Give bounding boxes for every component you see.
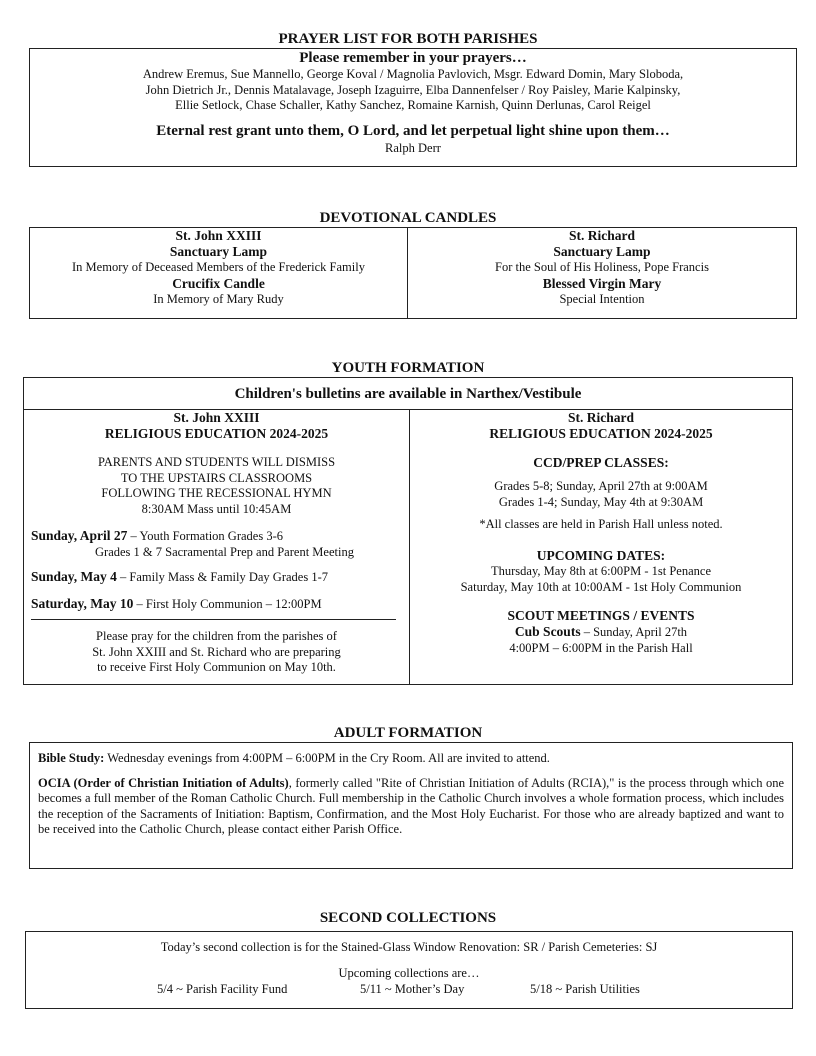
event-item [31, 569, 328, 586]
today-collection: Today’s second collection is for the Stained-Glass Window Renovation: SR / Parish Cemeteries: SJ [160, 940, 658, 954]
dismissal-notice [24, 455, 409, 517]
candles-left-item2-text: In Memory of Mary Rudy [153, 291, 284, 306]
pray-line: St. John XXIII and St. Richard who are preparing [92, 644, 341, 659]
upcoming-line: Thursday, May 8th at 6:00PM - 1st Penance [491, 564, 711, 578]
scout-date: – Sunday, April 27th [580, 625, 688, 639]
ccd-classes [410, 479, 792, 510]
ccd-heading: CCD/PREP CLASSES: [533, 455, 669, 470]
classes-note: *All classes are held in Parish Hall unless noted. [479, 517, 723, 531]
event-text: Grades 1 & 7 Sacramental Prep and Parent Meeting [95, 544, 354, 559]
adult-box [29, 742, 793, 869]
candles-left-item1: Sanctuary Lamp [169, 244, 268, 259]
scout-events [410, 624, 792, 656]
upcoming-heading: UPCOMING DATES: [536, 548, 666, 563]
event-text: – Family Mass & Family Day Grades 1-7 [116, 570, 328, 584]
adult-section-title: ADULT FORMATION [333, 725, 483, 741]
candles-left-item2: Crucifix Candle [172, 275, 265, 291]
event-date: Saturday, May 10 [31, 596, 134, 611]
candles-box [29, 227, 797, 319]
eternal-rest-line: Eternal rest grant unto them, O Lord, and let perpetual light shine upon them… [156, 123, 670, 139]
youth-right-program: RELIGIOUS EDUCATION 2024-2025 [489, 426, 713, 441]
prayer-names-line: John Dietrich Jr., Dennis Matalavage, Joseph Izaguirre, Elba Dannenfelser / Roy Paisley, Marie Kalpinsky, [145, 82, 681, 97]
collection-item: 5/11 ~ Mother’s Day [360, 982, 465, 996]
prayer-names [30, 67, 796, 114]
deceased-name: Ralph Derr [385, 141, 441, 155]
bible-study-text: Wednesday evenings from 4:00PM – 6:00PM in the Cry Room. All are invited to attend. [104, 751, 550, 765]
section-divider [31, 619, 396, 620]
candles-right-item2: Blessed Virgin Mary [542, 275, 662, 291]
bible-study-label: Bible Study: [38, 751, 105, 765]
candles-right-parish: St. Richard [568, 228, 635, 243]
pray-line: Please pray for the children from the parishes of [96, 629, 337, 643]
dismissal-line: PARENTS AND STUDENTS WILL DISMISS [97, 455, 336, 469]
collection-item: 5/4 ~ Parish Facility Fund [157, 982, 288, 996]
candles-right-column [408, 228, 796, 318]
candles-left-item1-text: In Memory of Deceased Members of the Frederick Family [72, 260, 365, 274]
candles-left-parish: St. John XXIII [175, 228, 262, 243]
youth-box [23, 377, 793, 685]
dismissal-line: FOLLOWING THE RECESSIONAL HYMN [101, 486, 332, 500]
dismissal-line: 8:30AM Mass until 10:45AM [141, 501, 292, 516]
upcoming-line: Saturday, May 10th at 10:00AM - 1st Holy Communion [460, 579, 742, 594]
prayer-names-line: Andrew Eremus, Sue Mannello, George Koval / Magnolia Pavlovich, Msgr. Edward Domin, Mary Sloboda, [142, 67, 684, 81]
prayer-heading: Please remember in your prayers… [299, 50, 527, 66]
youth-left-column [24, 410, 410, 684]
cub-scouts-label: Cub Scouts [514, 624, 581, 639]
candles-right-item1: Sanctuary Lamp [553, 244, 651, 259]
youth-section-title: YOUTH FORMATION [331, 360, 485, 376]
ccd-line: Grades 5-8; Sunday, April 27th at 9:00AM [494, 479, 708, 493]
event-item [31, 528, 405, 560]
event-date: Sunday, May 4 [31, 569, 117, 584]
collections-box [25, 931, 793, 1009]
ocia-label: OCIA (Order of Christian Initiation of Adults) [38, 775, 289, 790]
prayer-box [29, 48, 797, 167]
scout-time: 4:00PM – 6:00PM in the Parish Hall [509, 640, 693, 655]
candles-left-column [30, 228, 408, 318]
scout-heading: SCOUT MEETINGS / EVENTS [507, 608, 695, 623]
bulletin-banner: Children's bulletins are available in Narthex/Vestibule [24, 378, 792, 410]
dismissal-line: TO THE UPSTAIRS CLASSROOMS [120, 470, 313, 485]
youth-left-parish: St. John XXIII [173, 410, 260, 425]
ccd-line: Grades 1-4; Sunday, May 4th at 9:30AM [498, 494, 704, 509]
pray-line: to receive First Holy Communion on May 10th. [97, 660, 336, 674]
collections-section-title: SECOND COLLECTIONS [319, 910, 497, 926]
event-text: – Youth Formation Grades 3-6 [127, 529, 283, 543]
collection-item: 5/18 ~ Parish Utilities [530, 982, 640, 996]
event-date: Sunday, April 27 [31, 528, 128, 543]
youth-left-program: RELIGIOUS EDUCATION 2024-2025 [104, 426, 329, 441]
bible-study-paragraph [38, 751, 784, 767]
youth-right-parish: St. Richard [567, 410, 634, 425]
upcoming-dates [410, 564, 792, 595]
candles-section-title: DEVOTIONAL CANDLES [319, 210, 497, 226]
ocia-text: , formerly called "Rite of Christian Initiation of Adults (RCIA)," is the process through which one becomes a full member of the Roman Catholic Church. Full membership in the Catholic Church involves a whole formation process, which includes the reception of the Sacraments of Initiation: Baptism, Confirmation, and the Most Holy Eucharist. For those who are already baptized and want to be received into the Catholic Church, please contact either Parish Office. [38, 775, 784, 836]
upcoming-collections-label: Upcoming collections are… [338, 966, 480, 980]
youth-right-column [410, 410, 792, 684]
candles-right-item2-text: Special Intention [559, 291, 645, 306]
event-text: – First Holy Communion – 12:00PM [133, 597, 322, 611]
pray-notice [24, 629, 409, 676]
candles-right-item1-text: For the Soul of His Holiness, Pope Francis [495, 260, 709, 274]
ocia-paragraph [38, 776, 784, 838]
prayer-names-line: Ellie Setlock, Chase Schaller, Kathy Sanchez, Romaine Karnish, Quinn Derlunas, Carol Reigel [175, 98, 651, 112]
prayer-section-title: PRAYER LIST FOR BOTH PARISHES [278, 31, 538, 47]
event-item [31, 596, 322, 613]
